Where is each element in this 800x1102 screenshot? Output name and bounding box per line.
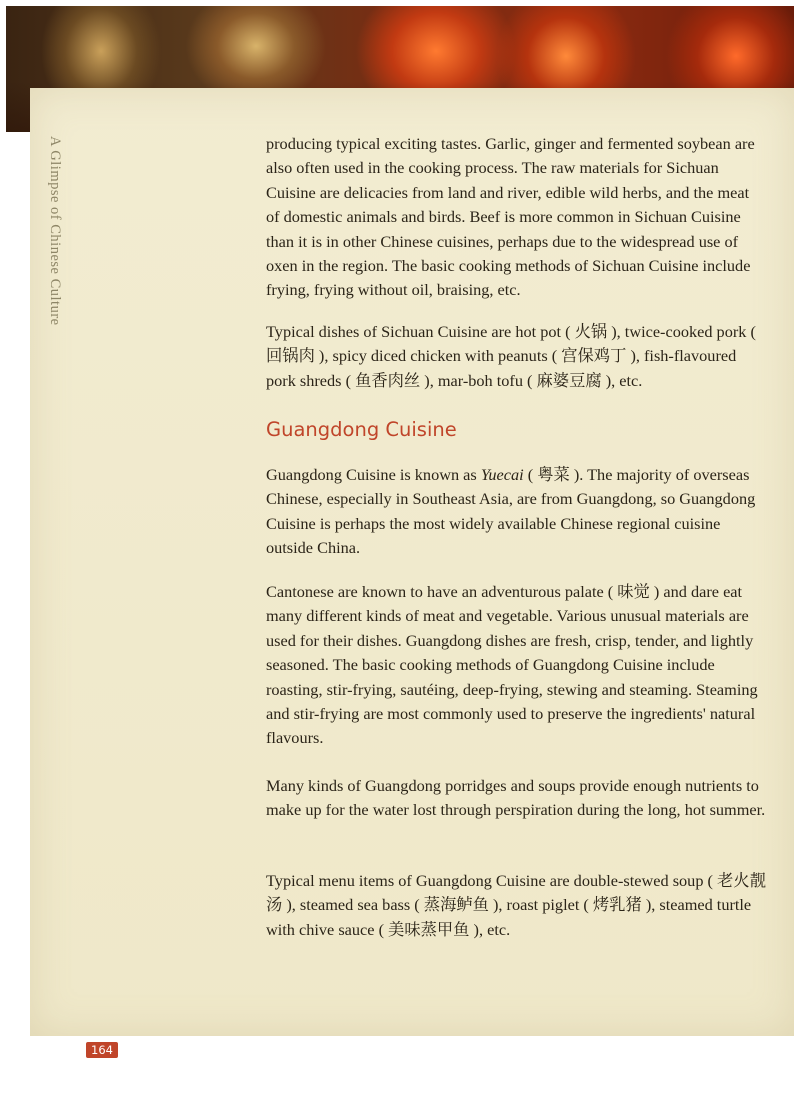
intro-text-after: ( 粤菜 ). The majority of overseas Chinese, especially in Southeast Asia, are from Guangdong, so Guangdong Cuisine is perhaps the most widely available Chinese regional cuisine outside China.: [266, 465, 756, 558]
intro-text-before: Guangdong Cuisine is known as: [266, 465, 481, 484]
paragraph-cantonese-palate: Cantonese are known to have an adventurous palate ( 味觉 ) and dare eat many different kinds of meat and vegetable. Various unusual materials are used for their dishes. Guangdong dishes are fresh, crisp, tender, and lightly seasoned. The basic cooking methods of Guangdong Cuisine include roasting, stir-frying, sautéing, deep-frying, stewing and steaming. Steaming and stir-frying are most commonly used to preserve the ingredients' natural flavours.: [266, 582, 758, 748]
paragraph-guangdong-intro: [266, 463, 766, 561]
section-heading-guangdong: Guangdong Cuisine: [266, 418, 457, 441]
yuecai-term: Yuecai: [480, 465, 524, 484]
running-header-vertical: A Glimpse of Chinese Culture: [47, 136, 63, 326]
paragraph-menu-items: Typical menu items of Guangdong Cuisine are double-stewed soup ( 老火靓汤 ), steamed sea bass ( 蒸海鲈鱼 ), roast piglet ( 烤乳猪 ), steamed turtle with chive sauce ( 美味蒸甲鱼 ), etc.: [266, 871, 766, 939]
page-number-badge: 164: [86, 1042, 118, 1058]
paragraph-sichuan-dishes: Typical dishes of Sichuan Cuisine are hot pot ( 火锅 ), twice-cooked pork ( 回锅肉 ), spicy diced chicken with peanuts ( 宫保鸡丁 ), fish-flavoured pork shreds ( 鱼香肉丝 ), mar-boh tofu ( 麻婆豆腐 ), etc.: [266, 322, 756, 390]
paragraph-porridges-soups: Many kinds of Guangdong porridges and soups provide enough nutrients to make up for the water lost through perspiration during the long, hot summer.: [266, 776, 766, 820]
page-spine: [6, 132, 30, 1036]
paragraph-sichuan-ingredients: producing typical exciting tastes. Garlic, ginger and fermented soybean are also often used in the cooking process. The raw materials for Sichuan Cuisine are delicacies from land and river, edible wild herbs, and the meat of domestic animals and birds. Beef is more common in Sichuan Cuisine than it is in other Chinese cuisines, perhaps due to the widespread use of oxen in the region. The basic cooking methods of Sichuan Cuisine include frying, frying without oil, braising, etc.: [266, 134, 755, 300]
